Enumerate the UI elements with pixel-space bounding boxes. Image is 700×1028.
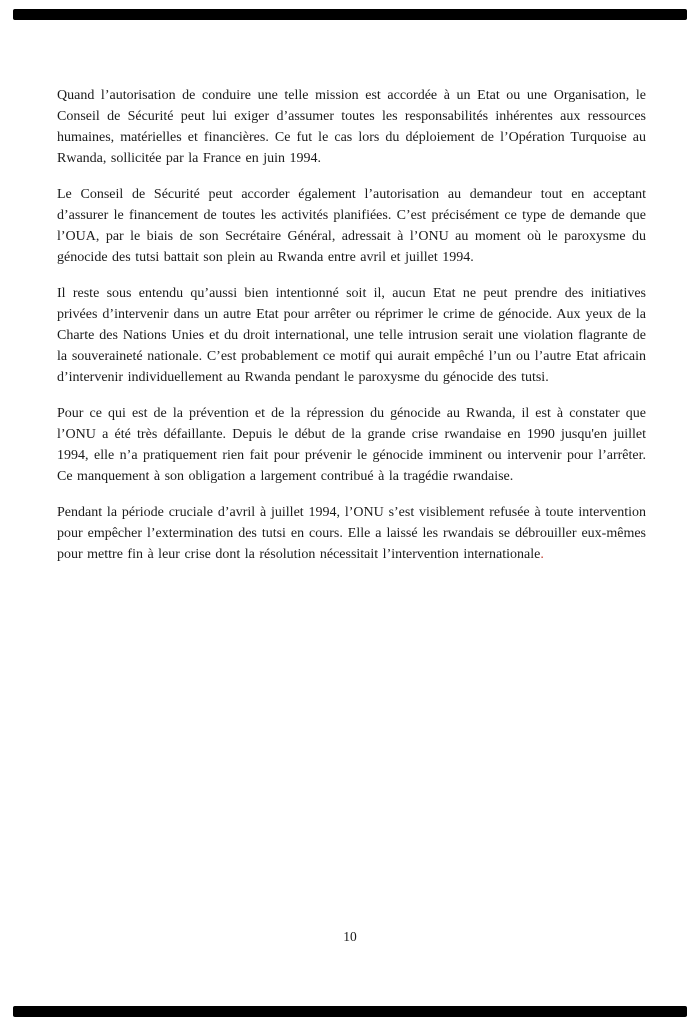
- scan-artifact-bar-top: [13, 9, 687, 20]
- paragraph: [57, 403, 646, 487]
- paragraph-text: Pour ce qui est de la prévention et de la répression du génocide au Rwanda, il est à constater que l’ONU a été très défaillante. Depuis le début de la grande crise rwandaise en 1990 jusqu'en juillet 1994, elle n’a pratiquement rien fait pour prévenir le génocide imminent ou intervenir pour l’arrêter. Ce manquement à son obligation a largement contribué à la tragédie rwandaise.: [57, 406, 646, 484]
- page-body-text: [57, 85, 646, 580]
- paragraph-text: Pendant la période cruciale d’avril à juillet 1994, l’ONU s’est visiblement refusée à toute intervention pour empêcher l’extermination des tutsi en cours. Elle a laissé les rwandais se débrouiller eux-mêmes pour mettre fin à leur crise dont la résolution nécessitait l’intervention internationale: [57, 505, 646, 562]
- scan-artifact-bar-bottom: [13, 1006, 687, 1017]
- paragraph-text: Le Conseil de Sécurité peut accorder également l’autorisation au demandeur tout en acceptant d’assurer le financement de toutes les activités planifiées. C’est précisément ce type de demande que l’OUA, par le biais de son Secrétaire Général, adressait à l’ONU au moment où le paroxysme du génocide des tutsi battait son plein au Rwanda entre avril et juillet 1994.: [57, 187, 646, 265]
- paragraph-text: Quand l’autorisation de conduire une telle mission est accordée à un Etat ou une Organisation, le Conseil de Sécurité peut lui exiger d’assumer toutes les responsabilités inhérentes aux ressources humaines, matérielles et financières. Ce fut le cas lors du déploiement de l’Opération Turquoise au Rwanda, sollicitée par la France en juin 1994.: [57, 88, 646, 166]
- paragraph: [57, 184, 646, 268]
- paragraph: [57, 502, 646, 565]
- red-final-period: .: [540, 547, 544, 562]
- paragraph: [57, 85, 646, 169]
- page-number: 10: [343, 929, 357, 944]
- paragraph-text: Il reste sous entendu qu’aussi bien intentionné soit il, aucun Etat ne peut prendre des initiatives privées d’intervenir dans un autre Etat pour arrêter ou réprimer le crime de génocide. Aux yeux de la Charte des Nations Unies et du droit international, une telle intrusion serait une violation flagrante de la souveraineté nationale. C’est probablement ce motif qui aurait empêché l’un ou l’autre Etat africain d’intervenir individuellement au Rwanda pendant le paroxysme du génocide des tutsi.: [57, 286, 646, 385]
- paragraph: [57, 283, 646, 388]
